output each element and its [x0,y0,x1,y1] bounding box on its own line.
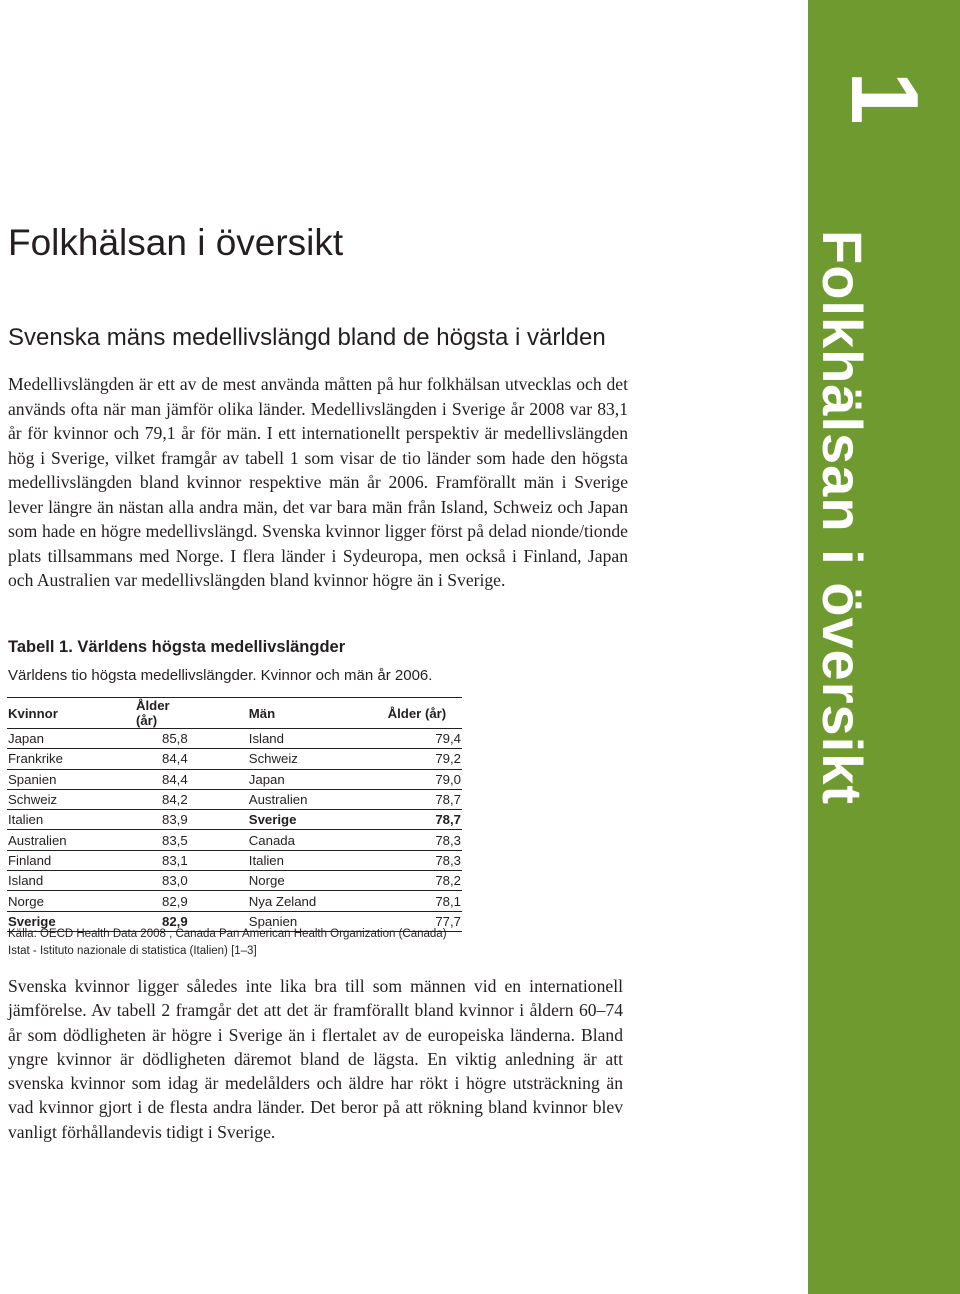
man-age: 78,1 [387,891,462,911]
man-country: Norge [248,871,387,891]
man-age: 79,4 [387,729,462,749]
woman-age: 84,2 [135,789,189,809]
table-header-row [7,698,462,729]
man-age: 79,0 [387,769,462,789]
woman-country: Norge [7,891,135,911]
table-row [7,850,462,870]
man-age: 78,2 [387,871,462,891]
body-paragraph-2: Svenska kvinnor ligger således inte lika bra till som männen vid en internationell jämförelse. Av tabell 2 framgår det att det är framförallt bland kvinnor i åldern 60–74 år som dödligheten är högre i Sverige än i flertalet av de europeiska länderna. Bland yngre kvinnor är dödligheten däremot bland de lägsta. En viktig anledning är att svenska kvinnor som idag är medelålders och äldre har rökt i högre utsträckning än vad kvinnor gjort i de flesta andra länder. Det beror på att rökning bland kvinnor blev vanligt förhållandevis tidigt i Sverige. [8,976,623,1142]
man-country: Spanien [248,911,387,931]
man-country: Japan [248,769,387,789]
woman-age-highlight: 82,9 [135,911,189,931]
woman-age: 83,5 [135,830,189,850]
woman-age: 84,4 [135,769,189,789]
table-subtitle: Världens tio högsta medellivslängder. Kvinnor och män år 2006. [8,667,433,684]
man-age: 78,7 [387,789,462,809]
table-heading: Tabell 1. Världens högsta medellivslängder [8,638,346,656]
source-line-2: Istat - Istituto nazionale di statistica (Italien) [1–3] [8,945,257,957]
woman-age: 83,1 [135,850,189,870]
table-row [7,789,462,809]
woman-age: 84,4 [135,749,189,769]
man-age: 79,2 [387,749,462,769]
woman-country: Island [7,871,135,891]
section-heading: Svenska mäns medellivslängd bland de högsta i världen [8,324,606,351]
body-paragraph-1: Medellivslängden är ett av de mest använda måtten på hur folkhälsan utvecklas och det används ofta när man jämför olika länder. Medellivslängden i Sverige år 2008 var 83,1 år för kvinnor och 79,1 år för män. I ett internationellt perspektiv är medellivslängden hög i Sverige, vilket framgår av tabell 1 som visar de tio länder som hade den högsta medellivslängden bland kvinnor respektive män år 2006. Framförallt män i Sverige lever längre än nästan alla andra män, det var bara män från Island, Schweiz och Japan som hade en högre medellivslängd. Svenska kvinnor ligger först på delad nionde/tionde plats tillsammans med Norge. I flera länder i Sydeuropa, men också i Finland, Japan och Australien var medellivslängden bland kvinnor högre än i Sverige. [8,374,628,590]
woman-country: Australien [7,830,135,850]
man-country: Canada [248,830,387,850]
woman-age: 82,9 [135,891,189,911]
man-country-highlight: Sverige [248,810,387,830]
woman-country-highlight: Sverige [7,911,135,931]
man-country: Italien [248,850,387,870]
table-row [7,749,462,769]
woman-country: Spanien [7,769,135,789]
header-women: Kvinnor [7,698,135,729]
table-row [7,871,462,891]
man-age: 77,7 [387,911,462,931]
chapter-sidebar [808,0,960,1294]
table-row [7,830,462,850]
woman-country: Frankrike [7,749,135,769]
woman-country: Japan [7,729,135,749]
table-row [7,729,462,749]
chapter-number: 1 [831,71,938,125]
header-men: Män [248,698,387,729]
table-row [7,891,462,911]
page-title: Folkhälsan i översikt [8,222,344,263]
woman-age: 83,9 [135,810,189,830]
woman-country: Schweiz [7,789,135,809]
man-country: Schweiz [248,749,387,769]
woman-age: 83,0 [135,871,189,891]
table-row [7,769,462,789]
header-men-age: Ålder (år) [387,698,462,729]
sidebar-chapter-title: Folkhälsan i översikt [811,230,874,805]
table-row [7,810,462,830]
man-age: 78,3 [387,850,462,870]
source-line-1: Källa: OECD Health Data 2008 , Canada Pan American Health Organization (Canada) [8,928,447,940]
woman-age: 85,8 [135,729,189,749]
woman-country: Italien [7,810,135,830]
man-age: 78,3 [387,830,462,850]
table-source [8,926,528,960]
header-women-age: Ålder (år) [135,698,189,729]
man-age-highlight: 78,7 [387,810,462,830]
man-country: Nya Zeland [248,891,387,911]
life-expectancy-table [7,697,462,932]
man-country: Island [248,729,387,749]
man-country: Australien [248,789,387,809]
woman-country: Finland [7,850,135,870]
